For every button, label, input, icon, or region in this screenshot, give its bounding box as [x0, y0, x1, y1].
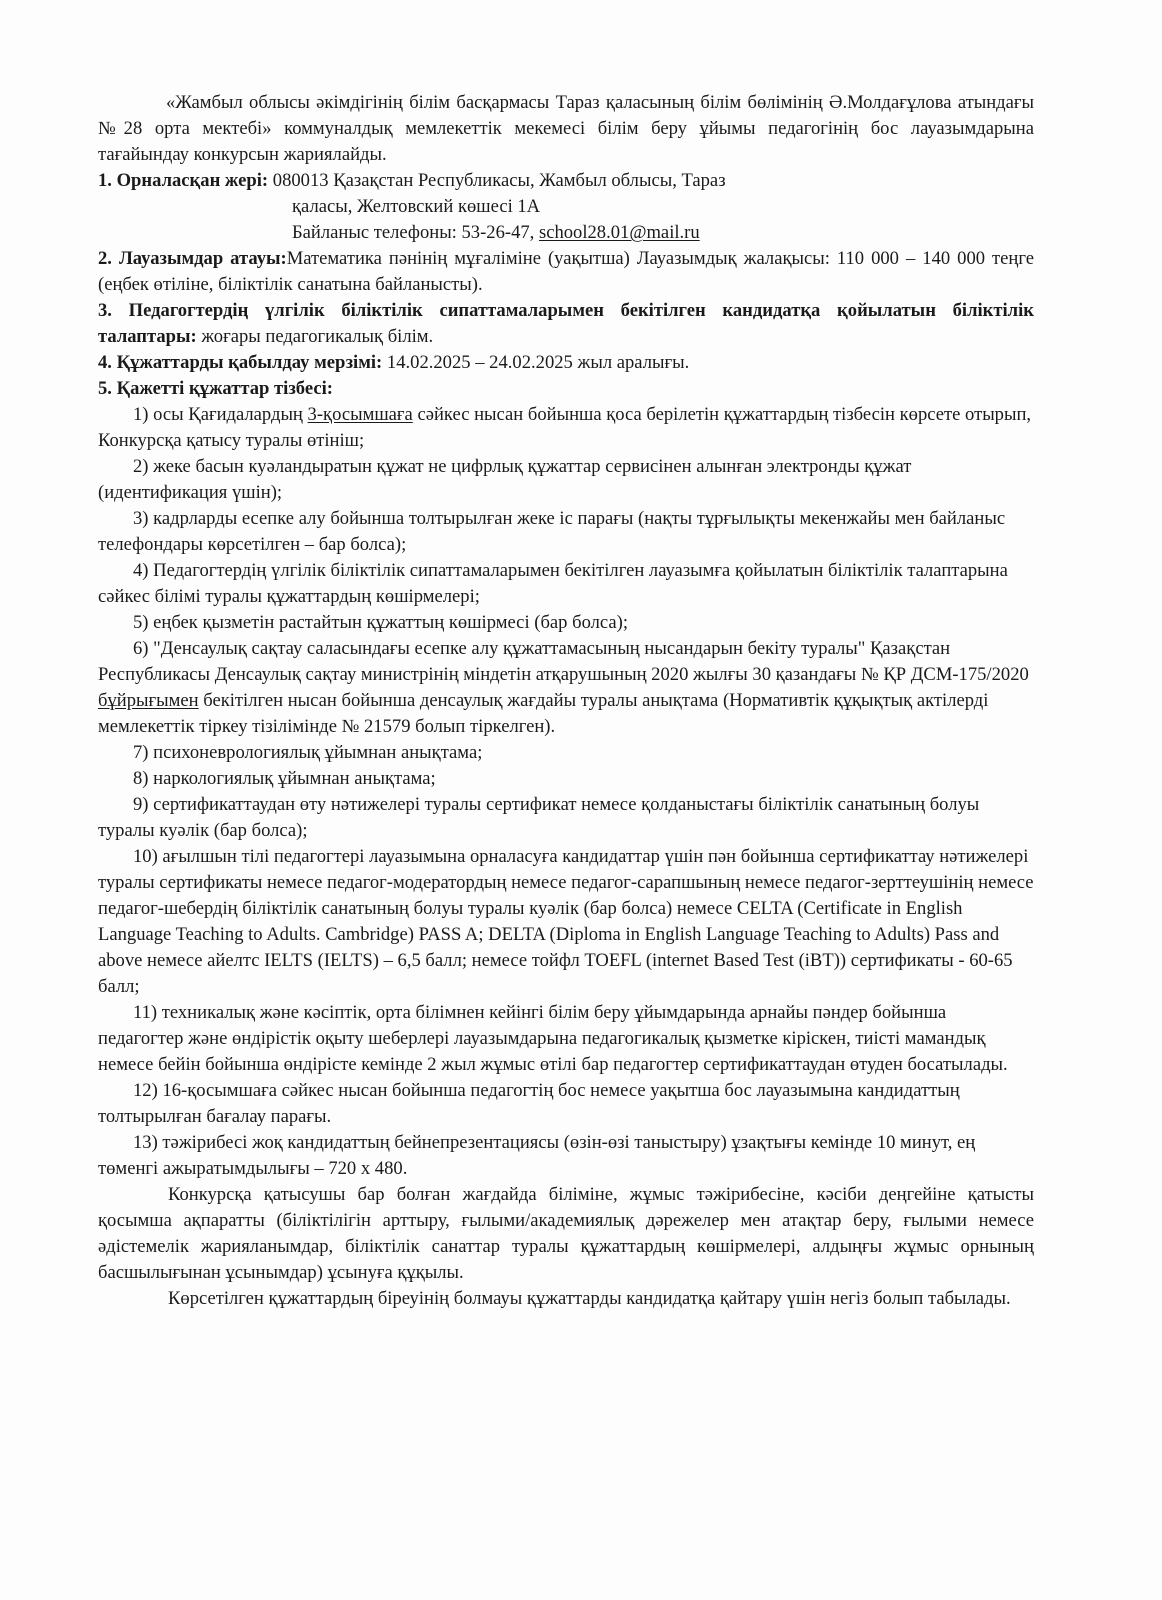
section-positions-label: 2. Лауазымдар атауы:: [98, 248, 287, 269]
document-body: [98, 90, 1034, 1312]
section-deadline-label: 4. Құжаттарды қабылдау мерзімі:: [98, 352, 383, 373]
section-requirements-label: 3. Педагогтердің үлгілік біліктілік сипаттамаларымен бекітілген кандидатқа қойылатын біліктілік талаптары:: [98, 300, 1034, 347]
section-location: [98, 168, 1034, 194]
list-item-12: 12) 16-қосымшаға сәйкес нысан бойынша педагогтің бос немесе уақытша бос лауазымына кандидаттың толтырылған бағалау парағы.: [98, 1080, 960, 1127]
list-item-13: 13) тәжірибесі жоқ кандидаттың бейнепрезентациясы (өзін-өзі таныстыру) ұзақтығы кемінде 10 минут, ең төменгі ажыратымдылығы – 720 х 480.: [98, 1132, 976, 1179]
section-location-text: 080013 Қазақстан Республикасы, Жамбыл облысы, Тараз: [268, 170, 726, 191]
section-documents-label: 5. Қажетті құжаттар тізбесі:: [98, 378, 333, 399]
appendix-3-link[interactable]: 3-қосымшаға: [307, 404, 413, 425]
list-item-11: 11) техникалық және кәсіптік, орта білімнен кейінгі білім беру ұйымдарында арнайы пәндер бойынша педагогтер және өндірістік оқыту шеберлері лауазымдарына педагогикалық қызметке кіріскен, тиісті мамандық немесе бейін бойынша өндірісте кемінде 2 жыл жұмыс өтілі бар педагогтер сертификаттаудан өтуден босатылады.: [98, 1002, 1008, 1075]
section-deadline: [98, 350, 1034, 376]
section-requirements-text: жоғары педагогикалық білім.: [196, 326, 434, 347]
phone-text: Байланыс телефоны: 53-26-47,: [292, 222, 539, 243]
list-item-1-text-b: сәйкес нысан бойынша қоса берілетін құжаттардың тізбесін көрсете отырып, Конкурсқа қатысу туралы өтініш;: [98, 404, 1032, 451]
list-item-1-text-a: 1) осы Қағидалардың: [133, 404, 308, 425]
intro-paragraph: «Жамбыл облысы әкімдігінің білім басқармасы Тараз қаласының білім бөлімінің Ә.Молдағұлова атындағы №28 орта мектебі» коммуналдық мемлекеттік мекемесі білім беру ұйымы педагогінің бос лауазымдарына тағайындау конкурсын жариялайды.: [98, 92, 1034, 165]
list-item-4: 4) Педагогтердің үлгілік біліктілік сипаттамаларымен бекітілген лауазымға қойылатын біліктілік талаптарына сәйкес білімі туралы құжаттардың көшірмелері;: [98, 560, 1008, 607]
list-item-2: 2) жеке басын куәландыратын құжат не цифрлық құжаттар сервисінен алынған электронды құжат (идентификация үшін);: [98, 456, 912, 503]
section-deadline-text: 14.02.2025 – 24.02.2025 жыл аралығы.: [382, 352, 690, 373]
list-item-1: [98, 402, 1034, 454]
order-link[interactable]: бұйрығымен: [98, 690, 199, 711]
list-item-7: 7) психоневрологиялық ұйымнан анықтама;: [133, 742, 483, 763]
list-item-6-text-a: 6) "Денсаулық сақтау саласындағы есепке алу құжаттамасының нысандарын бекіту туралы" Қазақстан Республикасы Денсаулық сақтау министрінің міндетін атқарушының 2020 жылғы 30 қазандағы № ҚР ДСМ-175/2020: [98, 638, 1029, 685]
list-item-6-text-b: бекітілген нысан бойынша денсаулық жағдайы туралы анықтама (Нормативтік құқықтық актілерді мемлекеттік тіркеу тізілімінде № 21579 болып тіркелген).: [98, 690, 989, 737]
list-item-3: 3) кадрларды есепке алу бойынша толтырылған жеке іс парағы (нақты тұрғылықты мекенжайы мен байланыс телефондары көрсетілген – бар болса);: [98, 508, 1006, 555]
email-link[interactable]: school28.01@mail.ru: [538, 222, 700, 243]
closing-paragraph-2: Көрсетілген құжаттардың біреуінің болмауы құжаттарды кандидатқа қайтару үшін негіз болып табылады.: [168, 1288, 1011, 1309]
section-location-label: 1. Орналасқан жері:: [98, 170, 269, 191]
list-item-5: 5) еңбек қызметін растайтын құжаттың көшірмесі (бар болса);: [133, 612, 628, 633]
list-item-8: 8) наркологиялық ұйымнан анықтама;: [133, 768, 436, 789]
contact-line: [98, 220, 1034, 246]
address-line: қаласы, Желтовский көшесі 1А: [292, 196, 541, 217]
section-positions: [98, 246, 1034, 298]
section-documents: [98, 376, 1034, 402]
section-positions-text: Математика пәнінің мұғаліміне (уақытша) Лауазымдық жалақысы: 110 000 – 140 000 теңге (еңбек өтіліне, біліктілік санатына байланысты).: [98, 248, 1034, 295]
list-item-9: 9) сертификаттаудан өту нәтижелері туралы сертификат немесе қолданыстағы біліктілік санатының болуы туралы куәлік (бар болса);: [98, 794, 980, 841]
section-requirements: [98, 298, 1034, 350]
list-item-10: 10) ағылшын тілі педагогтері лауазымына орналасуға кандидаттар үшін пән бойынша сертификаттау нәтижелері туралы сертификаты немесе педагог-модератордың немесе педагог-сарапшының немесе педагог-зерттеушінің немесе педагог-шебердің біліктілік санатының болуы туралы куәлік (бар болса) немесе CELTA (Certificate in English Language Teaching to Adults. Cambridge) PASS A; DELTA (Diploma in English Language Teaching to Adults) Pass and above немесе айелтс IELTS (IELTS) – 6,5 балл; немесе тойфл TOEFL (internet Based Test (iBT)) сертификаты - 60-65 балл;: [98, 846, 1034, 997]
list-item-6: [98, 636, 1034, 740]
closing-paragraph-1: Конкурсқа қатысушы бар болған жағдайда біліміне, жұмыс тәжірибесіне, кәсіби деңгейіне қатысты қосымша ақпаратты (біліктілігін арттыру, ғылыми/академиялық дәрежелер мен атақтар беру, ғылыми немесе әдістемелік жарияланымдар, біліктілік санаттар туралы құжаттардың көшірмелері, алдыңғы жұмыс орнының басшылығынан ұсынымдар) ұсынуға құқылы.: [98, 1184, 1034, 1283]
